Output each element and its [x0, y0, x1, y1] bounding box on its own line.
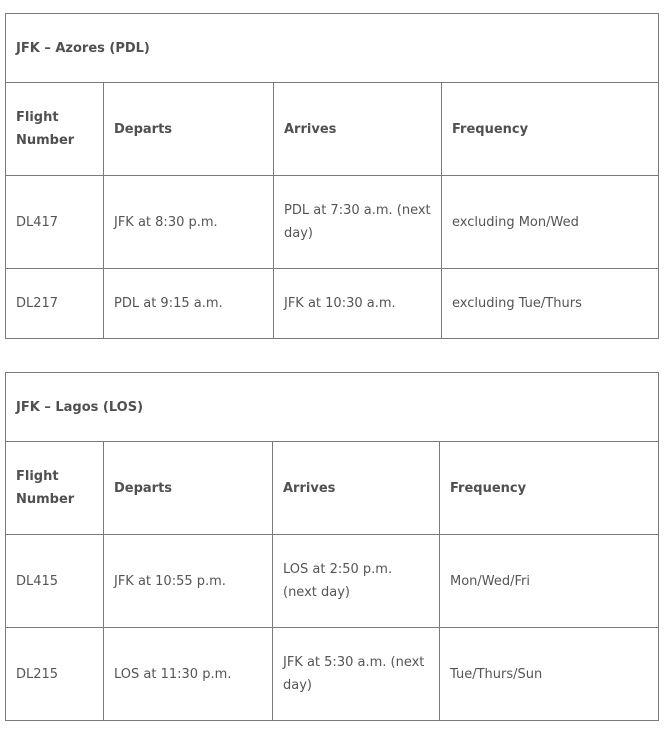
- table-row: [6, 628, 659, 721]
- flight-number-cell: DL215: [6, 628, 104, 721]
- frequency-cell: Mon/Wed/Fri: [440, 535, 659, 628]
- table-row: [6, 535, 659, 628]
- header-frequency: Frequency: [442, 83, 659, 176]
- frequency-cell: excluding Mon/Wed: [442, 176, 659, 269]
- arrives-cell: JFK at 10:30 a.m.: [274, 269, 442, 339]
- flight-table-lagos: [5, 372, 659, 721]
- arrives-cell: JFK at 5:30 a.m. (next day): [273, 628, 440, 721]
- table-row: [6, 176, 659, 269]
- arrives-cell: PDL at 7:30 a.m. (next day): [274, 176, 442, 269]
- flight-number-cell: DL217: [6, 269, 104, 339]
- table-header-row: [6, 442, 659, 535]
- header-flight-number: Flight Number: [6, 83, 104, 176]
- header-arrives: Arrives: [274, 83, 442, 176]
- table-title: JFK – Lagos (LOS): [6, 373, 659, 442]
- departs-cell: JFK at 8:30 p.m.: [104, 176, 274, 269]
- arrives-cell: LOS at 2:50 p.m. (next day): [273, 535, 440, 628]
- table-header-row: [6, 83, 659, 176]
- flight-number-cell: DL415: [6, 535, 104, 628]
- departs-cell: PDL at 9:15 a.m.: [104, 269, 274, 339]
- table-title-row: [6, 14, 659, 83]
- header-arrives: Arrives: [273, 442, 440, 535]
- header-frequency: Frequency: [440, 442, 659, 535]
- departs-cell: LOS at 11:30 p.m.: [104, 628, 273, 721]
- flight-table-azores: [5, 13, 659, 339]
- table-title: JFK – Azores (PDL): [6, 14, 659, 83]
- header-departs: Departs: [104, 442, 273, 535]
- header-departs: Departs: [104, 83, 274, 176]
- frequency-cell: excluding Tue/Thurs: [442, 269, 659, 339]
- header-flight-number: Flight Number: [6, 442, 104, 535]
- table-title-row: [6, 373, 659, 442]
- departs-cell: JFK at 10:55 p.m.: [104, 535, 273, 628]
- flight-number-cell: DL417: [6, 176, 104, 269]
- table-row: [6, 269, 659, 339]
- frequency-cell: Tue/Thurs/Sun: [440, 628, 659, 721]
